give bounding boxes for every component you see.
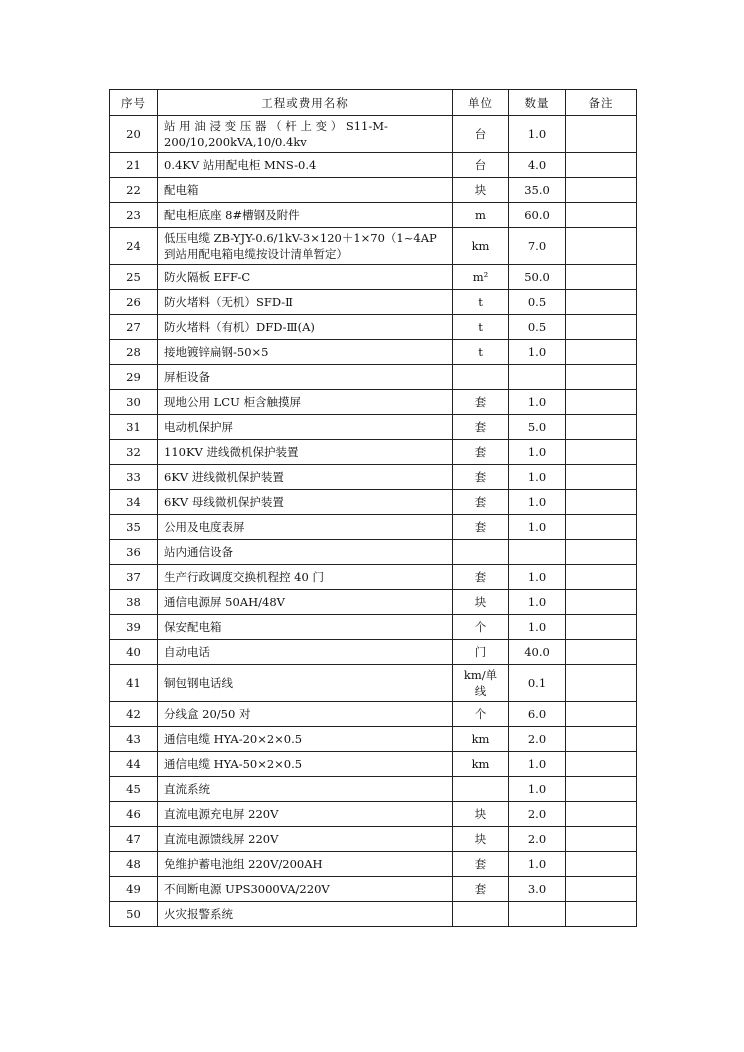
row-remark	[566, 727, 637, 752]
row-quantity: 40.0	[509, 640, 566, 665]
row-unit: 块	[453, 802, 509, 827]
row-number: 28	[110, 340, 158, 365]
row-quantity: 5.0	[509, 415, 566, 440]
row-unit: 套	[453, 852, 509, 877]
row-number: 43	[110, 727, 158, 752]
row-remark	[566, 877, 637, 902]
row-remark	[566, 852, 637, 877]
row-quantity: 60.0	[509, 203, 566, 228]
row-unit: 套	[453, 465, 509, 490]
row-quantity: 1.0	[509, 390, 566, 415]
table-row	[110, 640, 637, 665]
row-unit	[453, 777, 509, 802]
row-remark	[566, 827, 637, 852]
row-number: 49	[110, 877, 158, 902]
row-quantity: 1.0	[509, 777, 566, 802]
table-row	[110, 490, 637, 515]
row-name: 自动电话	[158, 640, 453, 665]
row-quantity: 1.0	[509, 340, 566, 365]
row-quantity: 1.0	[509, 465, 566, 490]
table-row	[110, 902, 637, 927]
table-row	[110, 752, 637, 777]
table-header-row	[110, 90, 637, 116]
row-quantity: 1.0	[509, 852, 566, 877]
row-number: 27	[110, 315, 158, 340]
row-remark	[566, 390, 637, 415]
table-row	[110, 777, 637, 802]
table-row	[110, 315, 637, 340]
row-unit: 套	[453, 877, 509, 902]
row-number: 21	[110, 153, 158, 178]
row-remark	[566, 415, 637, 440]
row-remark	[566, 315, 637, 340]
row-quantity: 1.0	[509, 565, 566, 590]
row-unit: m²	[453, 265, 509, 290]
row-remark	[566, 702, 637, 727]
row-remark	[566, 228, 637, 265]
row-number: 50	[110, 902, 158, 927]
row-quantity	[509, 540, 566, 565]
row-number: 45	[110, 777, 158, 802]
row-name: 低压电缆 ZB-YJY-0.6/1kV-3×120＋1×70（1~4AP 到站用配电箱电缆按设计清单暂定）	[158, 228, 453, 265]
table-row	[110, 340, 637, 365]
row-quantity: 0.5	[509, 290, 566, 315]
row-remark	[566, 203, 637, 228]
row-name: 生产行政调度交换机程控 40 门	[158, 565, 453, 590]
row-number: 47	[110, 827, 158, 852]
row-name: 配电柜底座 8#槽钢及附件	[158, 203, 453, 228]
row-unit: 块	[453, 827, 509, 852]
header-qty: 数量	[509, 90, 566, 116]
table-row	[110, 665, 637, 702]
row-remark	[566, 540, 637, 565]
table-row	[110, 802, 637, 827]
row-quantity	[509, 365, 566, 390]
table-row	[110, 877, 637, 902]
row-number: 23	[110, 203, 158, 228]
row-remark	[566, 665, 637, 702]
row-quantity: 3.0	[509, 877, 566, 902]
row-name: 屏柜设备	[158, 365, 453, 390]
row-remark	[566, 902, 637, 927]
table-row	[110, 540, 637, 565]
row-number: 48	[110, 852, 158, 877]
table-row	[110, 702, 637, 727]
row-name: 直流系统	[158, 777, 453, 802]
row-remark	[566, 116, 637, 153]
row-unit	[453, 365, 509, 390]
table-row	[110, 727, 637, 752]
row-remark	[566, 365, 637, 390]
row-name: 保安配电箱	[158, 615, 453, 640]
row-quantity: 1.0	[509, 590, 566, 615]
row-unit: 套	[453, 490, 509, 515]
row-remark	[566, 752, 637, 777]
row-name: 不间断电源 UPS3000VA/220V	[158, 877, 453, 902]
row-quantity: 1.0	[509, 440, 566, 465]
row-name: 公用及电度表屏	[158, 515, 453, 540]
header-name: 工程或费用名称	[158, 90, 453, 116]
row-quantity: 50.0	[509, 265, 566, 290]
row-unit: 门	[453, 640, 509, 665]
row-remark	[566, 178, 637, 203]
row-unit: km	[453, 752, 509, 777]
row-unit: 台	[453, 153, 509, 178]
header-unit: 单位	[453, 90, 509, 116]
row-quantity: 2.0	[509, 727, 566, 752]
table-row	[110, 465, 637, 490]
row-remark	[566, 290, 637, 315]
row-unit: t	[453, 290, 509, 315]
row-name: 防火堵料（有机）DFD-Ⅲ(A)	[158, 315, 453, 340]
row-quantity: 35.0	[509, 178, 566, 203]
row-name: 通信电源屏 50AH/48V	[158, 590, 453, 615]
quantity-table	[109, 89, 637, 927]
row-number: 29	[110, 365, 158, 390]
row-unit: km	[453, 228, 509, 265]
row-remark	[566, 615, 637, 640]
header-no: 序号	[110, 90, 158, 116]
row-name: 6KV 进线微机保护装置	[158, 465, 453, 490]
table-row	[110, 203, 637, 228]
row-number: 33	[110, 465, 158, 490]
row-quantity: 6.0	[509, 702, 566, 727]
header-remark: 备注	[566, 90, 637, 116]
table-row	[110, 178, 637, 203]
row-remark	[566, 153, 637, 178]
table-row	[110, 390, 637, 415]
table-row	[110, 265, 637, 290]
row-unit: km	[453, 727, 509, 752]
row-remark	[566, 590, 637, 615]
row-quantity: 2.0	[509, 802, 566, 827]
table-row	[110, 228, 637, 265]
row-name: 分线盒 20/50 对	[158, 702, 453, 727]
row-number: 35	[110, 515, 158, 540]
table-row	[110, 515, 637, 540]
row-name: 站内通信设备	[158, 540, 453, 565]
row-remark	[566, 265, 637, 290]
table-row	[110, 565, 637, 590]
row-name: 直流电源馈线屏 220V	[158, 827, 453, 852]
row-remark	[566, 440, 637, 465]
row-number: 25	[110, 265, 158, 290]
row-name: 通信电缆 HYA-50×2×0.5	[158, 752, 453, 777]
row-name: 0.4KV 站用配电柜 MNS-0.4	[158, 153, 453, 178]
row-remark	[566, 777, 637, 802]
table-row	[110, 116, 637, 153]
row-remark	[566, 465, 637, 490]
row-unit: m	[453, 203, 509, 228]
row-name: 防火隔板 EFF-C	[158, 265, 453, 290]
row-unit: 套	[453, 390, 509, 415]
table-row	[110, 415, 637, 440]
row-remark	[566, 515, 637, 540]
row-number: 30	[110, 390, 158, 415]
table-row	[110, 852, 637, 877]
row-number: 38	[110, 590, 158, 615]
row-quantity: 0.1	[509, 665, 566, 702]
row-remark	[566, 565, 637, 590]
row-quantity: 0.5	[509, 315, 566, 340]
row-number: 26	[110, 290, 158, 315]
row-number: 39	[110, 615, 158, 640]
row-unit: 套	[453, 440, 509, 465]
row-number: 36	[110, 540, 158, 565]
row-name: 免维护蓄电池组 220V/200AH	[158, 852, 453, 877]
table-row	[110, 615, 637, 640]
row-number: 24	[110, 228, 158, 265]
row-name: 电动机保护屏	[158, 415, 453, 440]
row-unit: t	[453, 340, 509, 365]
row-unit: 块	[453, 590, 509, 615]
row-unit: 套	[453, 515, 509, 540]
row-name: 防火堵料（无机）SFD-Ⅱ	[158, 290, 453, 315]
row-name: 110KV 进线微机保护装置	[158, 440, 453, 465]
row-quantity: 1.0	[509, 615, 566, 640]
row-number: 34	[110, 490, 158, 515]
table-row	[110, 290, 637, 315]
table-row	[110, 440, 637, 465]
table-row	[110, 827, 637, 852]
row-unit: 套	[453, 565, 509, 590]
row-name: 6KV 母线微机保护装置	[158, 490, 453, 515]
table-row	[110, 590, 637, 615]
row-name: 火灾报警系统	[158, 902, 453, 927]
row-number: 40	[110, 640, 158, 665]
row-unit: 块	[453, 178, 509, 203]
row-unit: t	[453, 315, 509, 340]
row-remark	[566, 340, 637, 365]
row-unit: km/单线	[453, 665, 509, 702]
row-number: 32	[110, 440, 158, 465]
row-number: 41	[110, 665, 158, 702]
table-row	[110, 153, 637, 178]
row-name: 站 用 油 浸 变 压 器 （ 杆 上 变 ） S11-M-200/10,200kVA,10/0.4kv	[158, 116, 453, 153]
row-name: 直流电源充电屏 220V	[158, 802, 453, 827]
row-name: 现地公用 LCU 柜含触摸屏	[158, 390, 453, 415]
table-row	[110, 365, 637, 390]
row-number: 44	[110, 752, 158, 777]
row-number: 20	[110, 116, 158, 153]
row-number: 22	[110, 178, 158, 203]
row-number: 42	[110, 702, 158, 727]
row-quantity: 2.0	[509, 827, 566, 852]
row-quantity: 4.0	[509, 153, 566, 178]
row-name: 通信电缆 HYA-20×2×0.5	[158, 727, 453, 752]
row-number: 31	[110, 415, 158, 440]
row-unit: 个	[453, 615, 509, 640]
row-unit: 套	[453, 415, 509, 440]
row-unit: 个	[453, 702, 509, 727]
row-number: 37	[110, 565, 158, 590]
row-name: 铜包钢电话线	[158, 665, 453, 702]
row-remark	[566, 490, 637, 515]
row-unit: 台	[453, 116, 509, 153]
row-remark	[566, 640, 637, 665]
row-remark	[566, 802, 637, 827]
row-quantity	[509, 902, 566, 927]
row-quantity: 7.0	[509, 228, 566, 265]
row-quantity: 1.0	[509, 752, 566, 777]
row-unit	[453, 902, 509, 927]
row-name: 配电箱	[158, 178, 453, 203]
row-quantity: 1.0	[509, 490, 566, 515]
row-unit	[453, 540, 509, 565]
row-quantity: 1.0	[509, 116, 566, 153]
row-number: 46	[110, 802, 158, 827]
row-name: 接地镀锌扁钢-50×5	[158, 340, 453, 365]
row-quantity: 1.0	[509, 515, 566, 540]
